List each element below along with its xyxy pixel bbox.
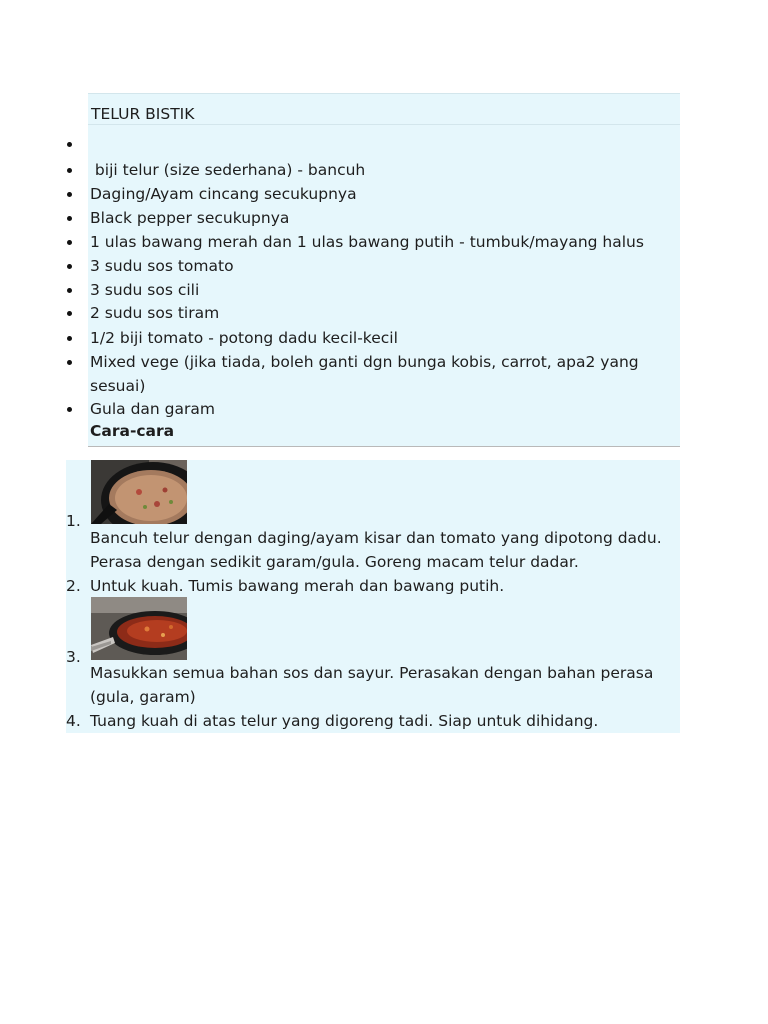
sauce-in-pan-photo — [91, 597, 187, 660]
bullet-icon — [67, 240, 72, 245]
step-text: Tuang kuah di atas telur yang digoreng tadi. Siap untuk dihidang. — [90, 712, 599, 730]
step-number: 1. — [66, 512, 81, 530]
steps-panel — [66, 460, 680, 733]
step-text: Masukkan semua bahan sos dan sayur. Perasakan dengan bahan perasa (gula, garam) — [90, 664, 654, 706]
step-text: Bancuh telur dengan daging/ayam kisar dan tomato yang dipotong dadu. Perasa dengan sedikit garam/gula. Goreng macam telur dadar. — [90, 529, 662, 571]
omelette-in-pan-photo — [91, 460, 187, 524]
step-text: Untuk kuah. Tumis bawang merah dan bawang putih. — [90, 577, 505, 595]
ingredient-text: Mixed vege (jika tiada, boleh ganti dgn bunga kobis, carrot, apa2 yang sesuai) — [90, 353, 639, 395]
bullet-icon — [67, 264, 72, 269]
ingredient-text: biji telur (size sederhana) - bancuh — [90, 161, 366, 179]
bullet-icon — [67, 336, 72, 341]
ingredient-text: 3 sudu sos cili — [90, 281, 200, 299]
omelette-in-pan-image — [91, 460, 187, 524]
bullet-icon — [67, 142, 72, 147]
bullet-icon — [67, 216, 72, 221]
sauce-in-pan-image — [91, 597, 187, 660]
ingredient-text: Daging/Ayam cincang secukupnya — [90, 185, 357, 203]
bullet-icon — [67, 407, 72, 412]
step-number: 2. — [66, 577, 81, 595]
title-bar — [88, 93, 680, 125]
step-number: 4. — [66, 712, 81, 730]
bullet-icon — [67, 192, 72, 197]
step-number: 3. — [66, 648, 81, 666]
ingredient-text: 2 sudu sos tiram — [90, 304, 220, 322]
ingredient-text: 1 ulas bawang merah dan 1 ulas bawang putih - tumbuk/mayang halus — [90, 233, 644, 251]
ingredient-text: Black pepper secukupnya — [90, 209, 290, 227]
method-heading: Cara-cara — [90, 422, 175, 440]
recipe-title: TELUR BISTIK — [91, 105, 195, 123]
ingredient-text: 3 sudu sos tomato — [90, 257, 234, 275]
bullet-icon — [67, 311, 72, 316]
bullet-icon — [67, 360, 72, 365]
ingredient-text: Gula dan garam — [90, 400, 215, 418]
ingredient-text: 1/2 biji tomato - potong dadu kecil-kecil — [90, 329, 398, 347]
bullet-icon — [67, 168, 72, 173]
bullet-icon — [67, 288, 72, 293]
ingredients-panel — [88, 125, 680, 447]
